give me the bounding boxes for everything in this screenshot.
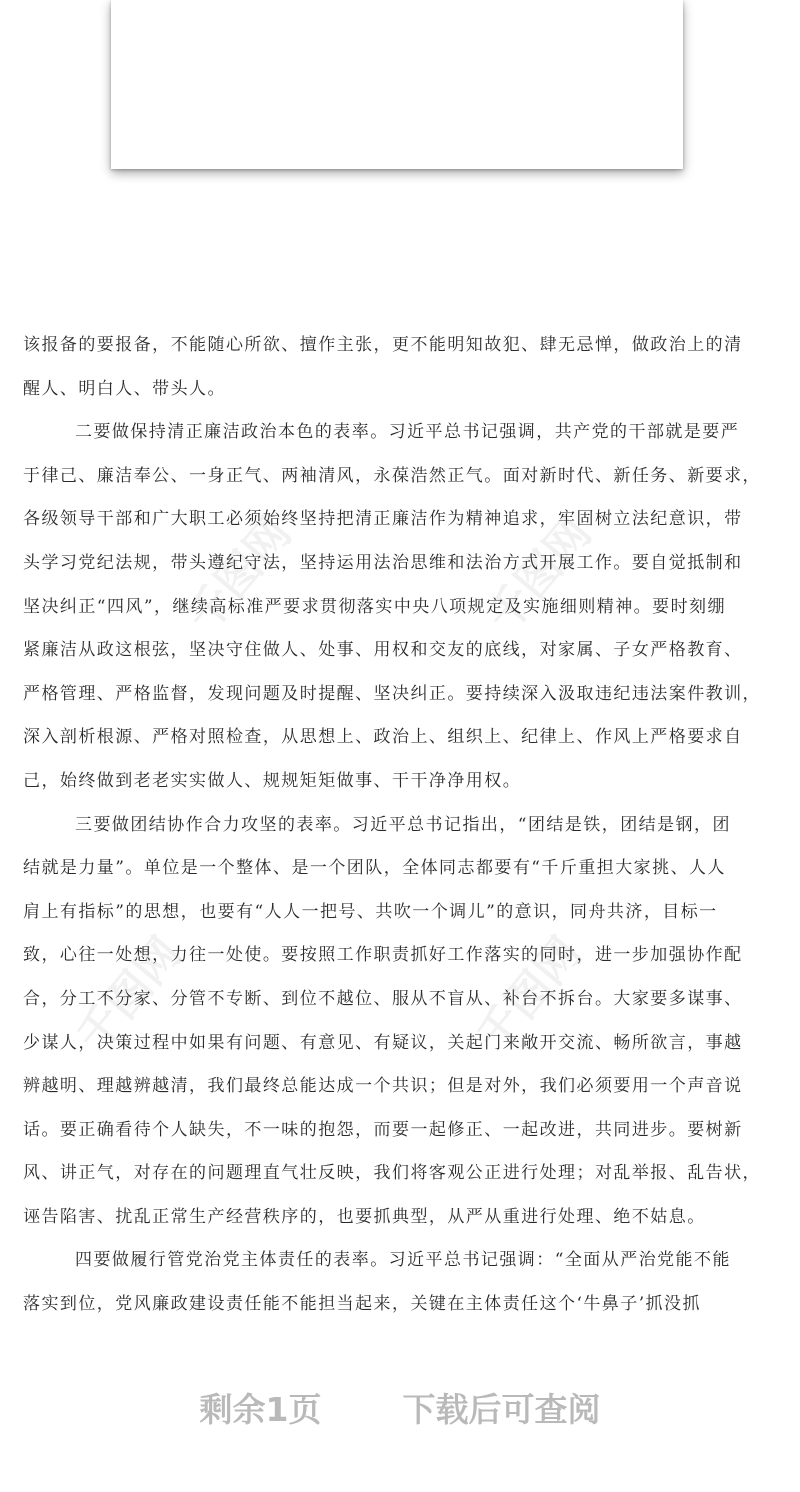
remaining-pages-label: 剩余1页 [199, 1390, 322, 1429]
paragraph-first-line: 四要做履行管党治党主体责任的表率。习近平总书记强调：“全面从严治党能不能 [75, 1250, 731, 1271]
paragraph-first-line: 三要做团结协作合力攻坚的表率。习近平总书记指出，“团结是铁，团结是钢，团 [75, 814, 731, 835]
text-line: 各级领导干部和广大职工必须始终坚持把清正廉洁作为精神追求，牢固树立法纪意识，带 [23, 509, 743, 530]
text-line: 坚决纠正“四风”，继续高标准严要求贯彻落实中央八项规定及实施细则精神。要时刻绷 [23, 596, 726, 617]
text-line: 紧廉洁从政这根弦，坚决守住做人、处事、用权和交友的底线，对家属、子女严格教育、 [23, 640, 743, 661]
text-line: 少谋人，决策过程中如果有问题、有意见、有疑议，关起门来敞开交流、畅所欲言，事越 [23, 1032, 743, 1053]
text-line: 深入剖析根源、严格对照检查，从思想上、政治上、组织上、纪律上、作风上严格要求自 [23, 727, 743, 748]
document-body [23, 324, 783, 1327]
text-line: 辨越明、理越辨越清，我们最终总能达成一个共识；但是对外，我们必须要用一个声音说 [23, 1076, 743, 1097]
text-line: 己，始终做到老老实实做人、规规矩矩做事、干干净净用权。 [23, 770, 522, 791]
watermark: 千图网 [67, 927, 192, 1062]
download-prompt-bar[interactable] [0, 1380, 800, 1440]
watermark: 千图网 [467, 927, 592, 1062]
text-line: 肩上有指标”的思想，也要有“人人一把号、共吹一个调儿”的意识，同舟共济，目标一 [23, 901, 718, 922]
text-line: 致，心往一处想，力往一处使。要按照工作职责抓好工作落实的同时，进一步加强协作配 [23, 945, 743, 966]
text-line: 话。要正确看待个人缺失，不一味的抱怨，而要一起修正、一起改进，共同进步。要树新 [23, 1119, 743, 1140]
text-line: 于律己、廉洁奉公、一身正气、两袖清风，永葆浩然正气。面对新时代、新任务、新要求， [23, 465, 761, 486]
text-line: 该报备的要报备，不能随心所欲、擅作主张，更不能明知故犯、肆无忌惮，做政治上的清 [23, 335, 743, 355]
download-to-view-label[interactable]: 下载后可查阅 [402, 1390, 601, 1429]
text-line: 严格管理、严格监督，发现问题及时提醒、坚决纠正。要持续深入汲取违纪违法案件教训， [23, 683, 761, 704]
text-line: 风、讲正气，对存在的问题理直气壮反映，我们将客观公正进行处理；对乱举报、乱告状， [23, 1163, 761, 1184]
paragraph-first-line: 二要做保持清正廉洁政治本色的表率。习近平总书记强调，共产党的干部就是要严 [75, 422, 740, 443]
text-line: 合，分工不分家、分管不专断、到位不越位、服从不盲从、补台不拆台。大家要多谋事、 [23, 988, 743, 1009]
text-line: 头学习党纪法规，带头遵纪守法，坚持运用法治思维和法治方式开展工作。要自觉抵制和 [23, 552, 743, 573]
text-line: 醒人、明白人、带头人。 [23, 378, 226, 399]
watermark: 千图网 [177, 507, 302, 642]
watermark: 千图网 [477, 507, 602, 642]
text-line: 诬告陷害、扰乱正常生产经营秩序的，也要抓典型，从严从重进行处理、绝不姑息。 [23, 1206, 706, 1227]
text-line: 落实到位，党风廉政建设责任能不能担当起来，关键在主体责任这个‘牛鼻子’抓没抓 [23, 1294, 701, 1315]
previous-page-thumbnail [111, 0, 683, 169]
text-line: 结就是力量”。单位是一个整体、是一个团队，全体同志都要有“千斤重担大家挑、人人 [23, 858, 726, 879]
